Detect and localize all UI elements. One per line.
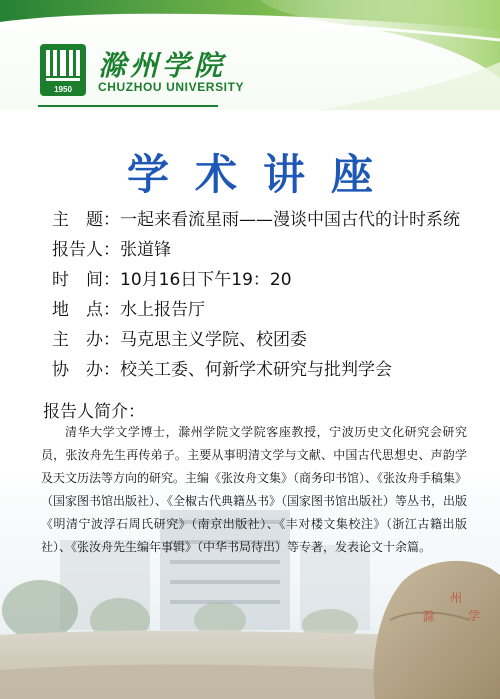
logo-year: 1950: [54, 85, 72, 94]
svg-text:州: 州: [450, 591, 463, 605]
detail-row-co-organizer: [52, 355, 492, 385]
lecture-details: [52, 205, 492, 385]
detail-label: 主 办：: [52, 330, 120, 350]
detail-label: 地 点：: [52, 300, 120, 320]
detail-label: 协 办：: [52, 360, 120, 380]
university-name-en: CHUZHOU UNIVERSITY: [98, 80, 245, 94]
detail-value: 水上报告厅: [120, 300, 205, 320]
detail-value: 校关工委、何新学术研究与批判学会: [120, 360, 392, 380]
detail-row-time: [52, 265, 492, 295]
detail-value: 马克思主义学院、校团委: [120, 330, 307, 350]
poster-title: 学术讲座: [126, 150, 399, 199]
detail-value: 一起来看流星雨——漫谈中国古代的计时系统: [120, 210, 460, 230]
detail-value: 张道锋: [120, 240, 171, 260]
header-divider: [38, 105, 218, 107]
detail-label: 时 间：: [52, 270, 120, 290]
svg-text:学: 学: [468, 609, 481, 623]
svg-text:滁: 滁: [421, 610, 435, 622]
detail-row-topic: [52, 205, 492, 235]
chuzhou-university-emblem-icon: [38, 42, 88, 98]
speaker-bio-text: 清华大学文学博士，滁州学院文学院客座教授，宁波历史文化研究会研究员，张汝舟先生再传弟子。主要从事明清文学与文献、中国古代思想史、声韵学及天文历法等方向的研究。主编《张汝舟文集》（商务印书馆）、《张汝舟手稿集》（国家图书馆出版社）、《全椒古代典籍丛书》（国家图书馆出版社）等丛书，出版《明清宁波浮石周氏研究》（南京出版社）、《丰对楼文集校注》（浙江古籍出版社）、《张汝舟先生编年事辑》（中华书局待出）等专著，发表论文十余篇。: [41, 425, 468, 554]
poster-header: [0, 0, 500, 110]
detail-row-speaker: [52, 235, 492, 265]
detail-label: 报告人：: [52, 240, 120, 260]
detail-value: 10月16日下午19：20: [120, 270, 292, 290]
speaker-bio-heading: 报告人简介：: [43, 402, 145, 422]
detail-label: 主 题：: [52, 210, 120, 230]
university-name-cn: 滁州学院: [98, 49, 227, 82]
detail-row-organizer: [52, 325, 492, 355]
detail-row-location: [52, 295, 492, 325]
